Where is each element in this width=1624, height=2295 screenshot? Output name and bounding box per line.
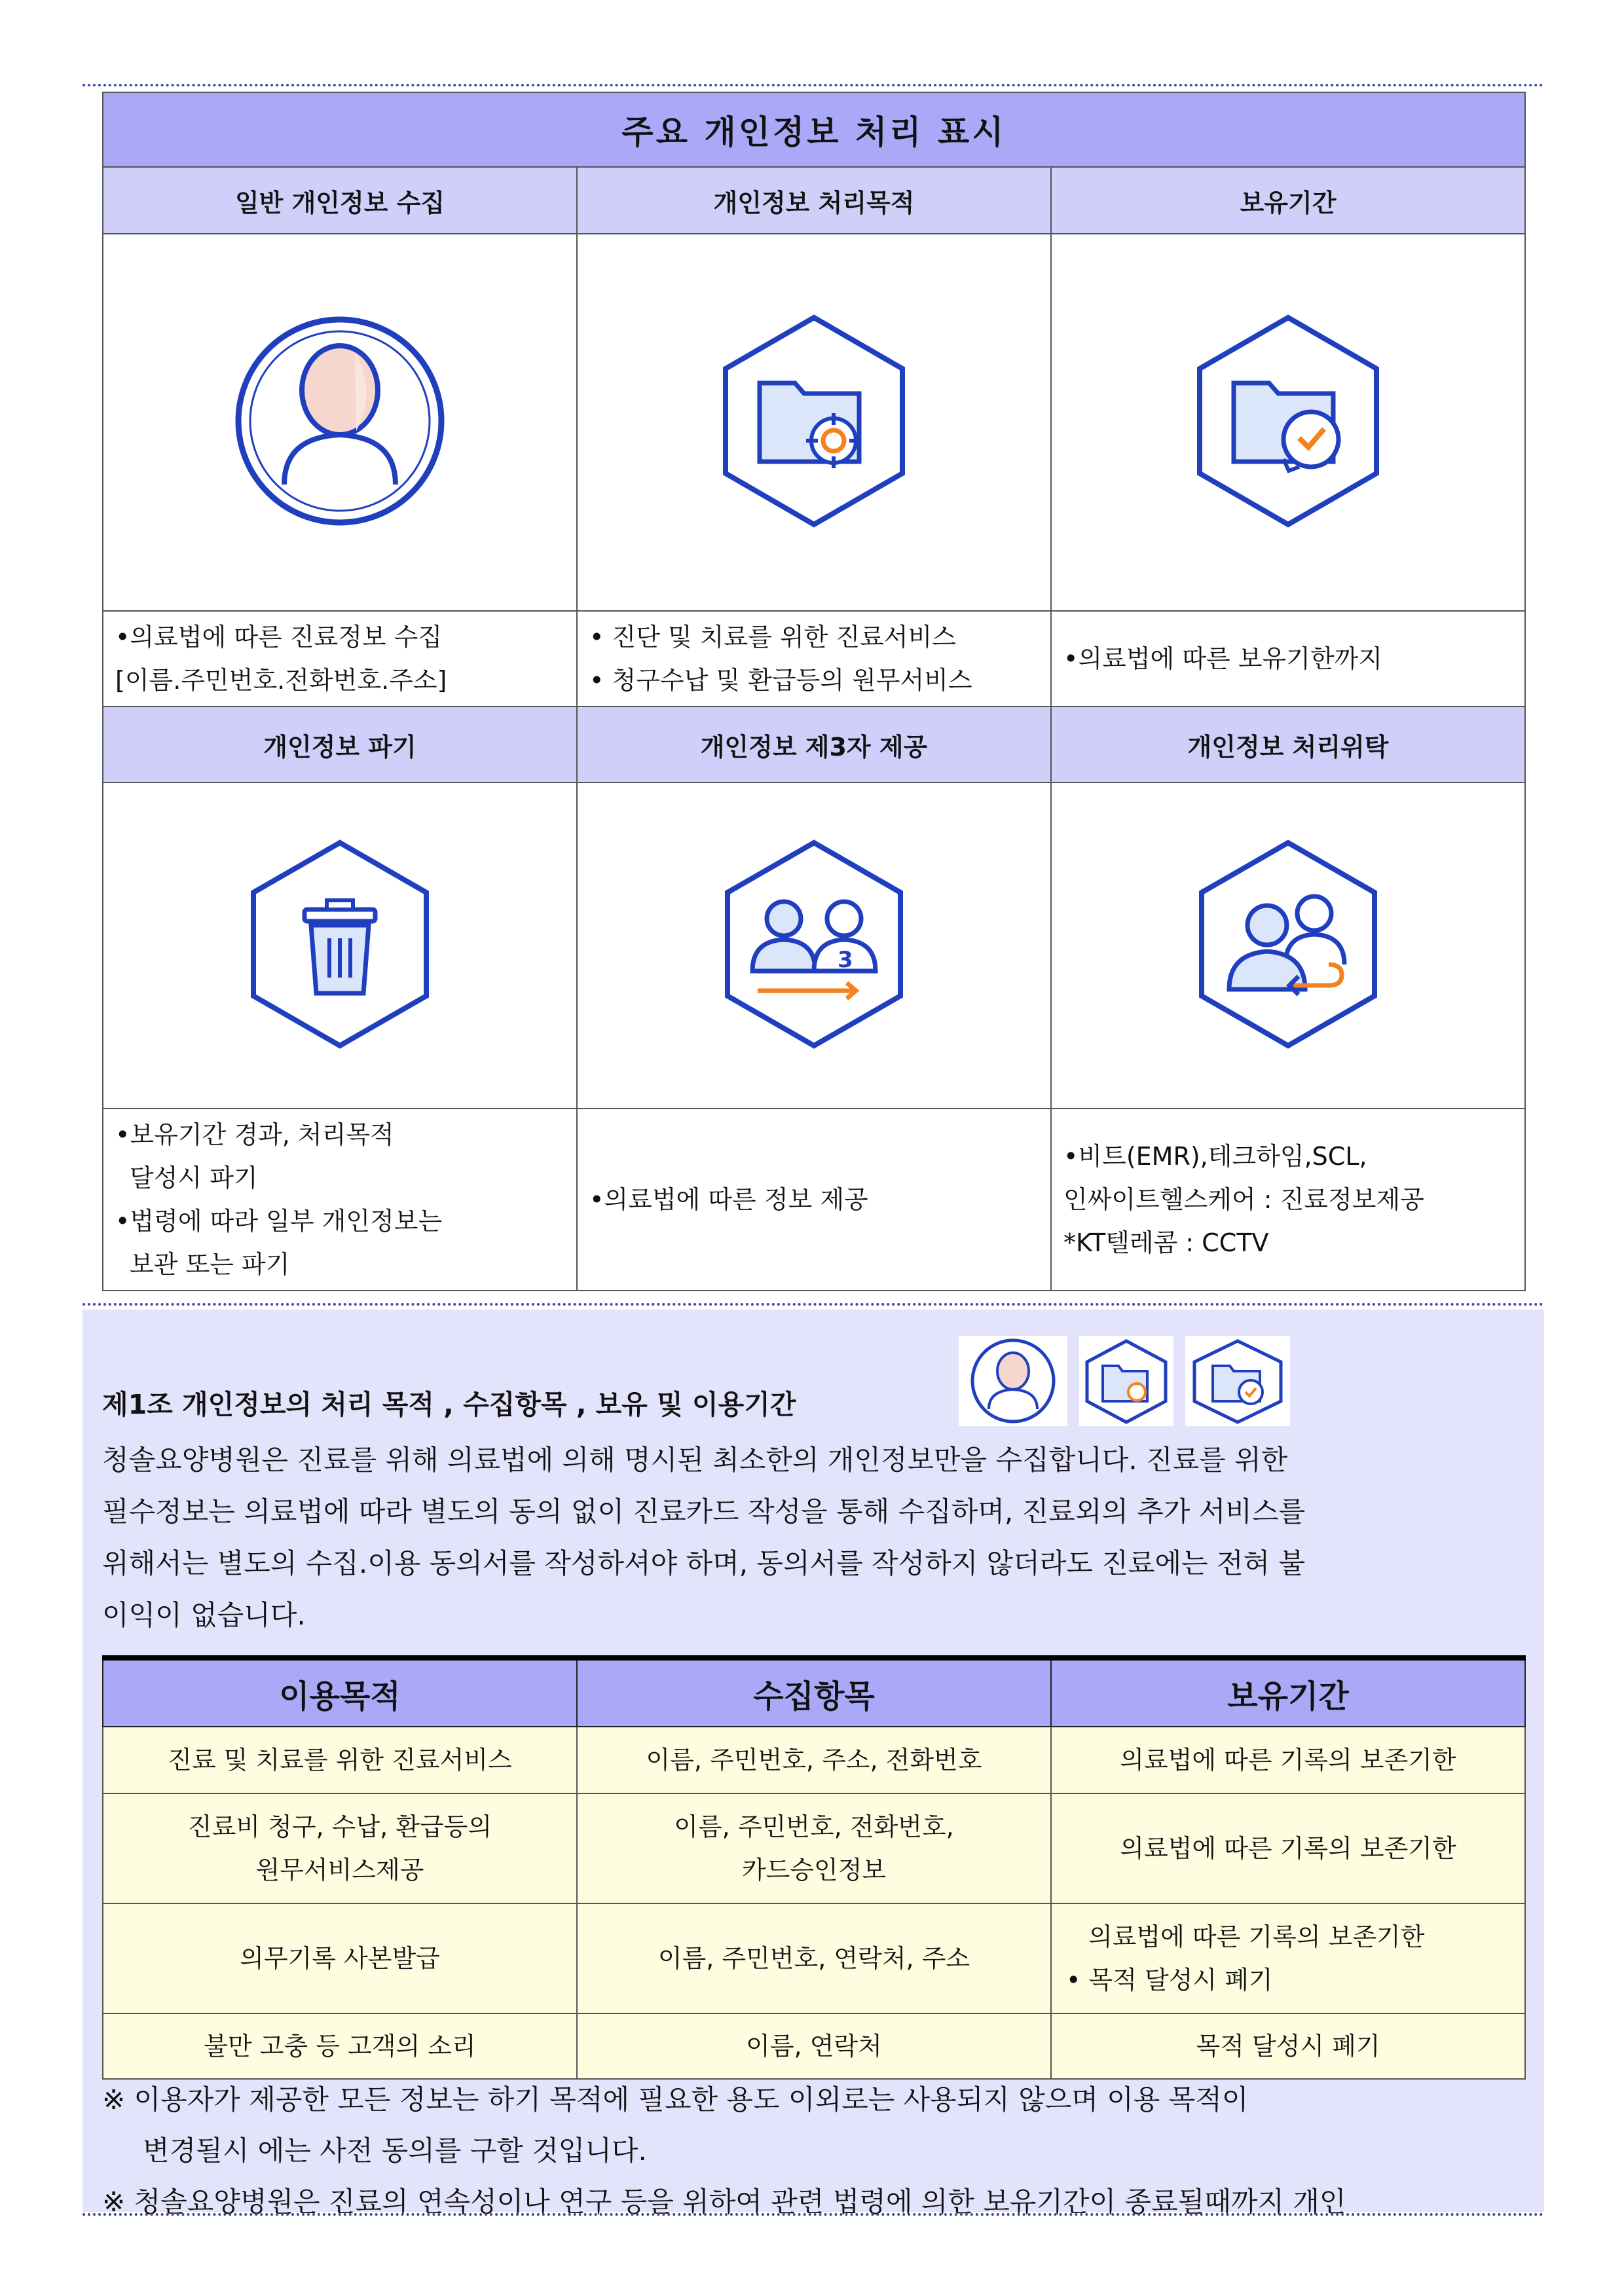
table-cell: [577, 1793, 1051, 1903]
cell-line: 이름, 주민번호, 주소, 전화번호: [646, 1746, 982, 1774]
cell-line: 카드승인정보: [741, 1856, 887, 1884]
table-row: [103, 1727, 1525, 1793]
header-general-collection: 일반 개인정보 수집: [103, 167, 577, 234]
retention-desc-line: •의료법에 따른 보유기한까지: [1063, 644, 1383, 673]
cell-line: 원무서비스제공: [255, 1856, 424, 1884]
third-party-desc-line: •의료법에 따른 정보 제공: [589, 1185, 868, 1214]
note-line: ※ 이용자가 제공한 모든 정보는 하기 목적에 필요한 용도 이외로는 사용되지 않으며 이용 목적이: [102, 2084, 1249, 2116]
section-divider: [83, 1303, 1544, 1306]
table-cell: [1051, 1903, 1525, 2013]
trash-icon-cell: [103, 782, 577, 1109]
note-line: ※ 청솔요양병원은 진료의 연속성이나 연구 등을 위하여 관련 법령에 의한 보유기간이 종료될때까지 개인: [102, 2186, 1346, 2218]
table-cell: [1051, 2013, 1525, 2079]
cell-line: 목적 달성시 폐기: [1196, 2032, 1380, 2061]
table-cell: [577, 1727, 1051, 1793]
header-purpose: 개인정보 처리목적: [577, 167, 1051, 234]
table-cell: [103, 1727, 577, 1793]
cell-line: 진료비 청구, 수납, 환급등의: [187, 1812, 492, 1841]
summary-title: 주요 개인정보 처리 표시: [103, 92, 1525, 167]
table-cell: [1051, 1727, 1525, 1793]
retention-desc: [1051, 611, 1525, 707]
cell-line: 의무기록 사본발급: [240, 1944, 440, 1973]
intro-line: 이익이 없습니다.: [102, 1599, 306, 1631]
intro-paragraph: [102, 1434, 1534, 1641]
destruction-desc-line: •법령에 따라 일부 개인정보는: [115, 1207, 443, 1236]
intro-line: 위해서는 별도의 수집.이용 동의서를 작성하셔야 하며, 동의서를 작성하지 않더라도 진료에는 전혀 불: [102, 1547, 1306, 1579]
folder-target-icon-cell: [577, 234, 1051, 611]
header-destruction: 개인정보 파기: [103, 707, 577, 782]
person-icon: [232, 313, 448, 529]
intro-line: 청솔요양병원은 진료를 위해 의료법에 의해 명시된 최소한의 개인정보만을 수집합니다. 진료를 위한: [102, 1444, 1288, 1476]
header-third-party: 개인정보 제3자 제공: [577, 707, 1051, 782]
section-title: 제1조 개인정보의 처리 목적 , 수집항목 , 보유 및 이용기간: [102, 1389, 796, 1420]
cell-line: 불만 고충 등 고객의 소리: [204, 2032, 476, 2061]
bottom-divider: [83, 2213, 1544, 2216]
folder-target-icon: [712, 310, 915, 532]
delegation-icon-cell: [1051, 782, 1525, 1109]
delegation-desc-line: *KT텔레콤 : CCTV: [1063, 1228, 1269, 1257]
destruction-desc: [103, 1109, 577, 1291]
collection-desc-line: •의료법에 따른 진료정보 수집: [115, 623, 443, 652]
collection-desc-line: [이름.주민번호.전화번호.주소]: [115, 666, 447, 695]
purpose-desc-line: • 진단 및 치료를 위한 진료서비스: [589, 623, 957, 652]
destruction-desc-line: 보관 또는 파기: [130, 1250, 290, 1279]
destruction-desc-line: •보유기간 경과, 처리목적: [115, 1120, 394, 1149]
delegation-desc-line: 인싸이트헬스케어 : 진료정보제공: [1063, 1185, 1424, 1214]
collection-desc: [103, 611, 577, 707]
top-divider: [83, 84, 1544, 86]
delegation-icon: [1190, 836, 1386, 1052]
table-cell: [103, 1793, 577, 1903]
col-header-retention: 보유기간: [1051, 1658, 1525, 1727]
svg-text:3: 3: [838, 947, 853, 973]
note-line: 변경될시 에는 사전 동의를 구할 것입니다.: [143, 2135, 647, 2167]
table-row: [103, 1793, 1525, 1903]
purpose-items-table: [102, 1655, 1526, 2080]
col-header-purpose: 이용목적: [103, 1658, 577, 1727]
intro-line: 필수정보는 의료법에 따라 별도의 동의 없이 진료카드 작성을 통해 수집하며, 진료외의 추가 서비스를: [102, 1496, 1306, 1528]
table-row: [103, 2013, 1525, 2079]
folder-clock-icon-cell: [1051, 234, 1525, 611]
delegation-desc-line: •비트(EMR),테크하임,SCL,: [1063, 1142, 1367, 1171]
header-retention: 보유기간: [1051, 167, 1525, 234]
cell-line: 진료 및 치료를 위한 진료서비스: [168, 1746, 512, 1774]
cell-line: 의료법에 따른 기록의 보존기한: [1120, 1834, 1456, 1863]
purpose-desc: [577, 611, 1051, 707]
cell-line: 이름, 주민번호, 연락처, 주소: [657, 1944, 970, 1973]
destruction-desc-line: 달성시 파기: [130, 1164, 258, 1192]
delegation-desc: [1051, 1109, 1525, 1291]
cell-line: 의료법에 따른 기록의 보존기한: [1088, 1922, 1425, 1951]
cell-line: • 목적 달성시 폐기: [1066, 1966, 1273, 1994]
col-header-items: 수집항목: [577, 1658, 1051, 1727]
third-party-icon: [716, 836, 912, 1052]
table-cell: [1051, 1793, 1525, 1903]
cell-line: 이름, 주민번호, 전화번호,: [674, 1812, 954, 1841]
person-icon-cell: [103, 234, 577, 611]
notes: [102, 2074, 1543, 2228]
folder-clock-icon: [1187, 310, 1390, 532]
folder-clock-icon: [1185, 1336, 1290, 1426]
table-cell: [103, 2013, 577, 2079]
privacy-summary-table: [102, 92, 1526, 1291]
table-row: [103, 1903, 1525, 2013]
third-party-icon-cell: [577, 782, 1051, 1109]
third-party-desc: [577, 1109, 1051, 1291]
cell-line: 의료법에 따른 기록의 보존기한: [1120, 1746, 1456, 1774]
table-cell: [577, 2013, 1051, 2079]
trash-icon: [242, 836, 438, 1052]
table-cell: [103, 1903, 577, 2013]
purpose-desc-line: • 청구수납 및 환급등의 원무서비스: [589, 666, 972, 695]
cell-line: 이름, 연락처: [746, 2032, 882, 2061]
person-icon: [959, 1336, 1067, 1426]
header-delegation: 개인정보 처리위탁: [1051, 707, 1525, 782]
table-cell: [577, 1903, 1051, 2013]
folder-target-icon: [1079, 1336, 1173, 1426]
